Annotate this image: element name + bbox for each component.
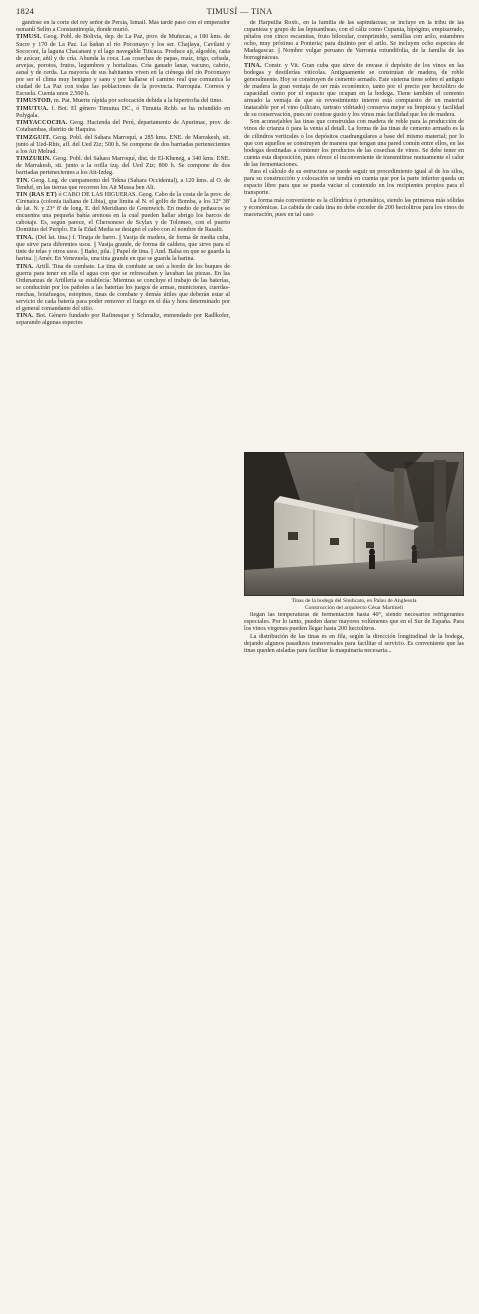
entry-text: Para el cálculo de su estructura se puede seguir un procedimiento igual al de los silos, para su construcción y colocación se tendrá en cuenta que por la parte inferior queda un espacio libre para que se pueda vaciar el contenido en los recipientes propios para el transporte.: [244, 169, 464, 197]
entry-text: La forma más conveniente es la cilíndrica ó prismática, siendo las primeras más sólidas y económicas. La cabida de cada tina no debe exceder de 200 hectolitros para los vinos de maceración, pues en tal caso: [244, 197, 464, 218]
dictionary-entry: [16, 120, 230, 134]
figure: [244, 452, 464, 611]
entry-text: (Del lat. tina.) f. Tinaja de barro. || Vasija de madera, de forma de media cuba, que sirve para diferentes usos. || Vasija grande, de forma de caldera, que sirve para el tinte de telas y otros usos. || Baño, pila. || Papel de tina. || And. Balsa en que se guarda la harina. || Amér. En Venezuela, una tina grande en que se guarda la harina.: [16, 234, 230, 263]
entry-headword: TIMUSI.: [16, 34, 42, 41]
wine-vats-photo: [244, 452, 464, 596]
entry-headword: TIN.: [16, 177, 30, 184]
caption-line: Tinas de la bodega del Sindicato, en Palau de Anglesola: [291, 598, 417, 604]
dictionary-entry: [16, 135, 230, 156]
entry-headword: TINA.: [16, 263, 34, 270]
page-number: 1824: [16, 6, 35, 16]
entry-text: de Harpullia Roxb., en la familia de las sapindáceas; se incluye en la tribu de las cupanieas y grupo de las lepisantheas, con el cáliz como Cupania, hipógino, empizarrado, pétalos con cinco escamitas, fruto bilocular, comprimido, semillas con arilo, estambres ocho, muy próximo a Ponteria; para distinto por el arilo. Se incluyen ocho especies de Madagascar. || Nombre vulgar peruano de Varronia rotundifolia, de la familia de las borragináceas.: [244, 20, 464, 62]
entry-text: ó CABO DE LAS HIGUERAS. Geog. Cabo de la costa de la prov. de Cirenaica (colonia italiana de Libia), que limita al N. el golfo de Bomba, a los 32° 38' de lat. N. y 23° 8' de long. E. del Meridiano de Greenwich. En medio de peñascos se encuentra una pequeña bahía arenosa en la cual pueden hallar abrigo los barcos de cabotaje. Es, según parece, el Chersoneso de Scylax y de Tolomeo, con el puerto Domitius del Periplo. En la Edad Media se designó el cabo con el nombre de Rasalti.: [16, 192, 230, 234]
entry-text: llegan las temperaturas de fermentación hasta 40°, siendo necesarios refrigerantes especiales. Por lo tanto, pueden darse mayores volúmenes que en el Sur de España. Para los vinos virgenes pueden llegar hasta 200 hectolitros.: [244, 612, 464, 633]
paragraph: [244, 634, 464, 655]
entry-text: Son aconsejables las tinas que construidas con madera de roble para la producción de vinos de crianza ó para la venta al detall. La forma de las tinas de cemento armado es la de cilindros verticales o los depósitos cuadrangulares a base del mismo material; por lo que con aquellos se construyen de manera que tengan una pared común entre ellos, en las bodegas destinadas a contener los productos de las cosechas de vinos. Se debe tener en cuenta esta disposición, pues ofrece el inconveniente de transmitirse mutuamente el calor de las fermentaciones.: [244, 119, 464, 168]
entry-headword: TINA.: [16, 313, 34, 320]
entry-text: Geog. Lug. de campamento del Tekna (Sahara Occidental), a 120 kms. al O. de Tenduf, en las tierras que recorren los Ait Mussa ben Ali.: [16, 177, 230, 191]
entry-text: f. Bot. El género Timutua DC., ó Timutia Rchb. se ha refundido en Polygala.: [16, 105, 230, 119]
entry-headword: TIMUSTOD,: [16, 98, 53, 105]
entry-text: Geog. Pobl. de Bolivia, dep. de La Paz, prov. de Muñecas, a 180 kms. de Sucre y 170 de La Paz. La bañan el río Pocomayo y los ser. Chajlaya, Cavilani y Sococoni, la laguna Chacanani y el lago navegable Titicaca. Produce ají, algodón, caña de azúcar, añil y de cría. Abunda la coca. Las cosechas de papas, maíz, trigo, cebada, arvejas, porotos, frutos, legumbres y hortalizas. Cría ganado lanar, vacuno, cabrío, asnal y de cerda. La mayoría de sus habitantes viven en la ciénega del río Pocomayo por ser el clima muy benigno y sano y por hallarse el camino real que comunica la ciudad de La Paz con todas las poblaciones de la provincia. Parroquia. Correos y Escuela. Cuenta unos 2.500 h.: [16, 34, 230, 97]
entry-text: La distribución de las tinas es en fila, según la dirección longitudinal de la bodega, dejando algunos pasadizos transversales para facilitar el servicio. Es conveniente que las tinas queden aisladas para facilitar la maquinaria necesaria...: [244, 633, 464, 654]
dictionary-entry: [16, 98, 230, 105]
entry-text: Artill. Tina de combate. La tina de combate se usó a bordo de los buques de guerra para tener en ella el agua con que se refrescaban y lavaban las piezas. En las Ordenanzas de Artillería se establecía: Mientras se concluye el trabajo de las baterías, se conducirán por los pañoles a las baterías los juegos de armas, municiones, cuerdas-mechas, botafuegos, estopines, tinas de combate y demás útiles que deberán estar al servicio de cada batería para poder remover el fuego en el día y hora determinado por el general comandante del sitio.: [16, 263, 230, 312]
entry-text: Geog. Hacienda del Perú, departamento de Apurimac, prov. de Cotabambas, distrito de Haquira.: [16, 120, 230, 134]
paragraph: [244, 119, 464, 168]
entry-headword: TIMZGUIT.: [16, 134, 51, 141]
dictionary-entry: [16, 106, 230, 120]
page-header: [16, 6, 463, 20]
entry-headword: TIMZURIN.: [16, 156, 52, 163]
entry-text: gándose en la corte del rey señor de Persia, Ismail. Más tarde pasó con el emperador osmanlí Selím a Constantinopla, donde murió.: [16, 20, 230, 34]
left-column: [16, 20, 230, 722]
dictionary-entry: [16, 313, 230, 327]
dictionary-entry: [16, 178, 230, 192]
entry-text: m. Pat. Muerte rápida por sofocación debida a la hipertrofia del timo.: [53, 98, 223, 105]
right-column-top: [244, 20, 464, 450]
running-title: TIMUSÍ — TINA: [206, 6, 273, 16]
entry-headword: TINA.: [16, 234, 34, 241]
entry-text: Geog. Pobl. del Sahara Marroquí, a 285 kms. ENE. de Marrakesh, sit. junto al Ued-Rhis, afl. del Ued Ziz; 500 h. Se compone de dos barriadas pertenecientes a los Ait Melrad.: [16, 134, 230, 155]
paragraph: [244, 169, 464, 197]
dictionary-entry: [16, 192, 230, 234]
paragraph: [16, 20, 230, 34]
entry-headword: TIMYACCOCHA.: [16, 120, 68, 127]
dictionary-entry: [244, 63, 464, 119]
right-column-bottom: [244, 612, 464, 1314]
dictionary-entry: [16, 34, 230, 97]
dictionary-entry: [16, 156, 230, 177]
caption-line: Construcción del arquitecto César Martinell: [304, 604, 404, 611]
dictionary-entry: [16, 235, 230, 263]
entry-headword: TINA.: [244, 62, 262, 69]
entry-headword: TIN (RAS ET): [16, 192, 57, 199]
dictionary-entry: [16, 264, 230, 313]
paragraph: [244, 198, 464, 219]
paragraph: [244, 20, 464, 62]
entry-text: Bot. Género fundado por Rafinesque y Schmaltz, enmendado por Radlkofer, separando algunas especies: [16, 313, 230, 327]
entry-text: Constr. y Vit. Gran cuba que sirve de envase ó depósito de los vinos en las bodegas y destilerías vitícolas. Antiguamente se construían de madera, de roble generalmente. Hoy se construyen de cemento armado. Este sistema tiene sobre el antiguo de madera la gran ventaja de ser más económico, tanto por el precio por hectolitro de capacidad como por el espacio que ocupan en la bodega. Tiene también el cemento armado la ventaja de que su revestimiento interno está compuesto de un material inatacable por el vino (silicato, tartrato vidriado) conserva mejor su limpieza y facilidad de su conservación, pues no contrae gusto y los vinos más facilidad que los de madera.: [244, 62, 464, 118]
entry-headword: TIMUTUA.: [16, 105, 49, 112]
entry-text: Geog. Pobl. del Sahara Marroquí, dist. de El-Kheneg, a 340 kms. ENE. de Marrakesh, sit. junto a la orilla izq. del Ued Ziz; 800 h. Se compone de dos barriadas pertenecientes a los Ait-Izdeg.: [16, 156, 230, 177]
paragraph: [244, 612, 464, 633]
figure-caption: [244, 598, 464, 611]
